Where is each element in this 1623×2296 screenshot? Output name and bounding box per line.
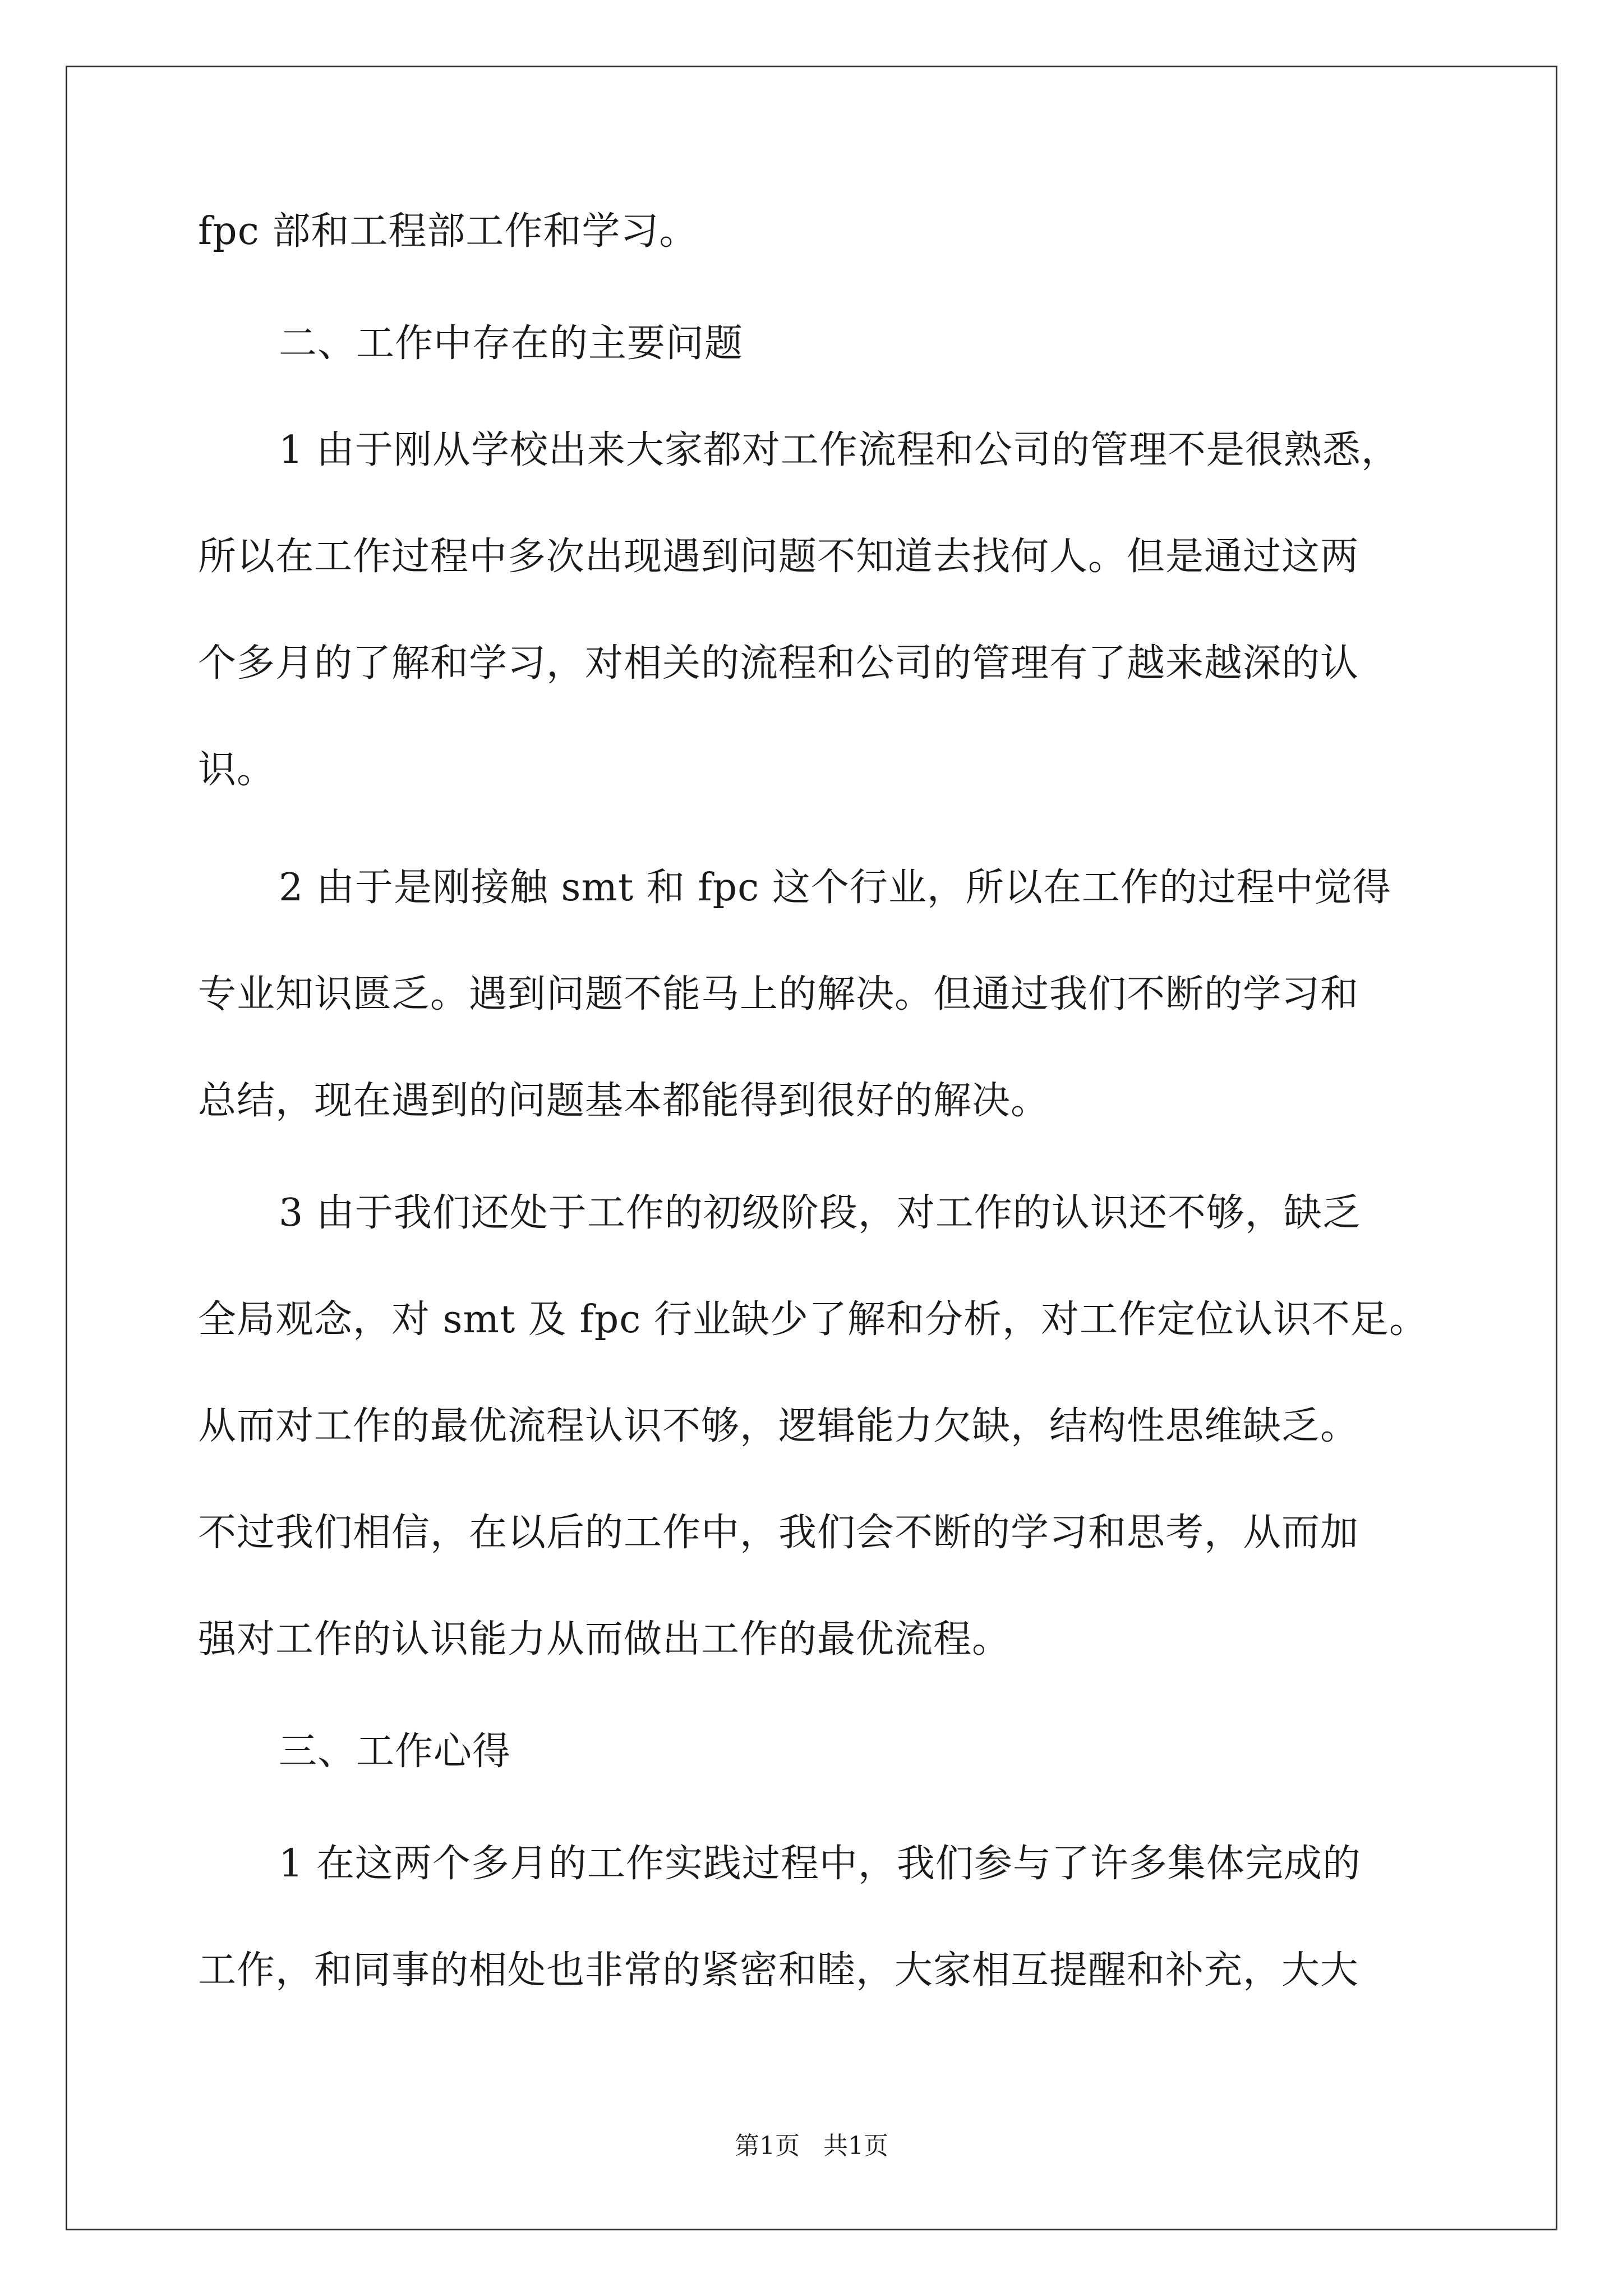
paragraph-line: 1 由于刚从学校出来大家都对工作流程和公司的管理不是很熟悉， [279,428,1400,472]
section-heading: 三、工作心得 [279,1729,511,1774]
paragraph-line: 全局观念，对 smt 及 fpc 行业缺少了解和分析，对工作定位认识不足。 [198,1297,1428,1342]
paragraph-line: 总结，现在遇到的问题基本都能得到很好的解决。 [198,1079,1050,1123]
paragraph-line: 所以在工作过程中多次出现遇到问题不知道去找何人。但是通过这两 [198,535,1359,579]
paragraph-line: 工作，和同事的相处也非常的紧密和睦，大家相互提醒和补充，大大 [198,1948,1359,1993]
paragraph-line: 识。 [198,748,276,792]
text-line: fpc 部和工程部工作和学习。 [198,209,698,254]
paragraph-line: 1 在这两个多月的工作实践过程中，我们参与了许多集体完成的 [279,1842,1361,1886]
paragraph-line: 强对工作的认识能力从而做出工作的最优流程。 [198,1617,1011,1662]
paragraph-line: 2 由于是刚接触 smt 和 fpc 这个行业，所以在工作的过程中觉得 [279,866,1391,910]
page-border [66,66,1557,2230]
paragraph-line: 从而对工作的最优流程认识不够，逻辑能力欠缺，结构性思维缺乏。 [198,1404,1359,1448]
page-number-footer: 第1页 共1页 [735,2132,888,2160]
paragraph-line: 不过我们相信，在以后的工作中，我们会不断的学习和思考，从而加 [198,1511,1359,1555]
section-heading: 二、工作中存在的主要问题 [279,321,744,366]
paragraph-line: 个多月的了解和学习，对相关的流程和公司的管理有了越来越深的认 [198,641,1359,685]
paragraph-line: 3 由于我们还处于工作的初级阶段，对工作的认识还不够，缺乏 [279,1191,1361,1235]
paragraph-line: 专业知识匮乏。遇到问题不能马上的解决。但通过我们不断的学习和 [198,972,1359,1016]
